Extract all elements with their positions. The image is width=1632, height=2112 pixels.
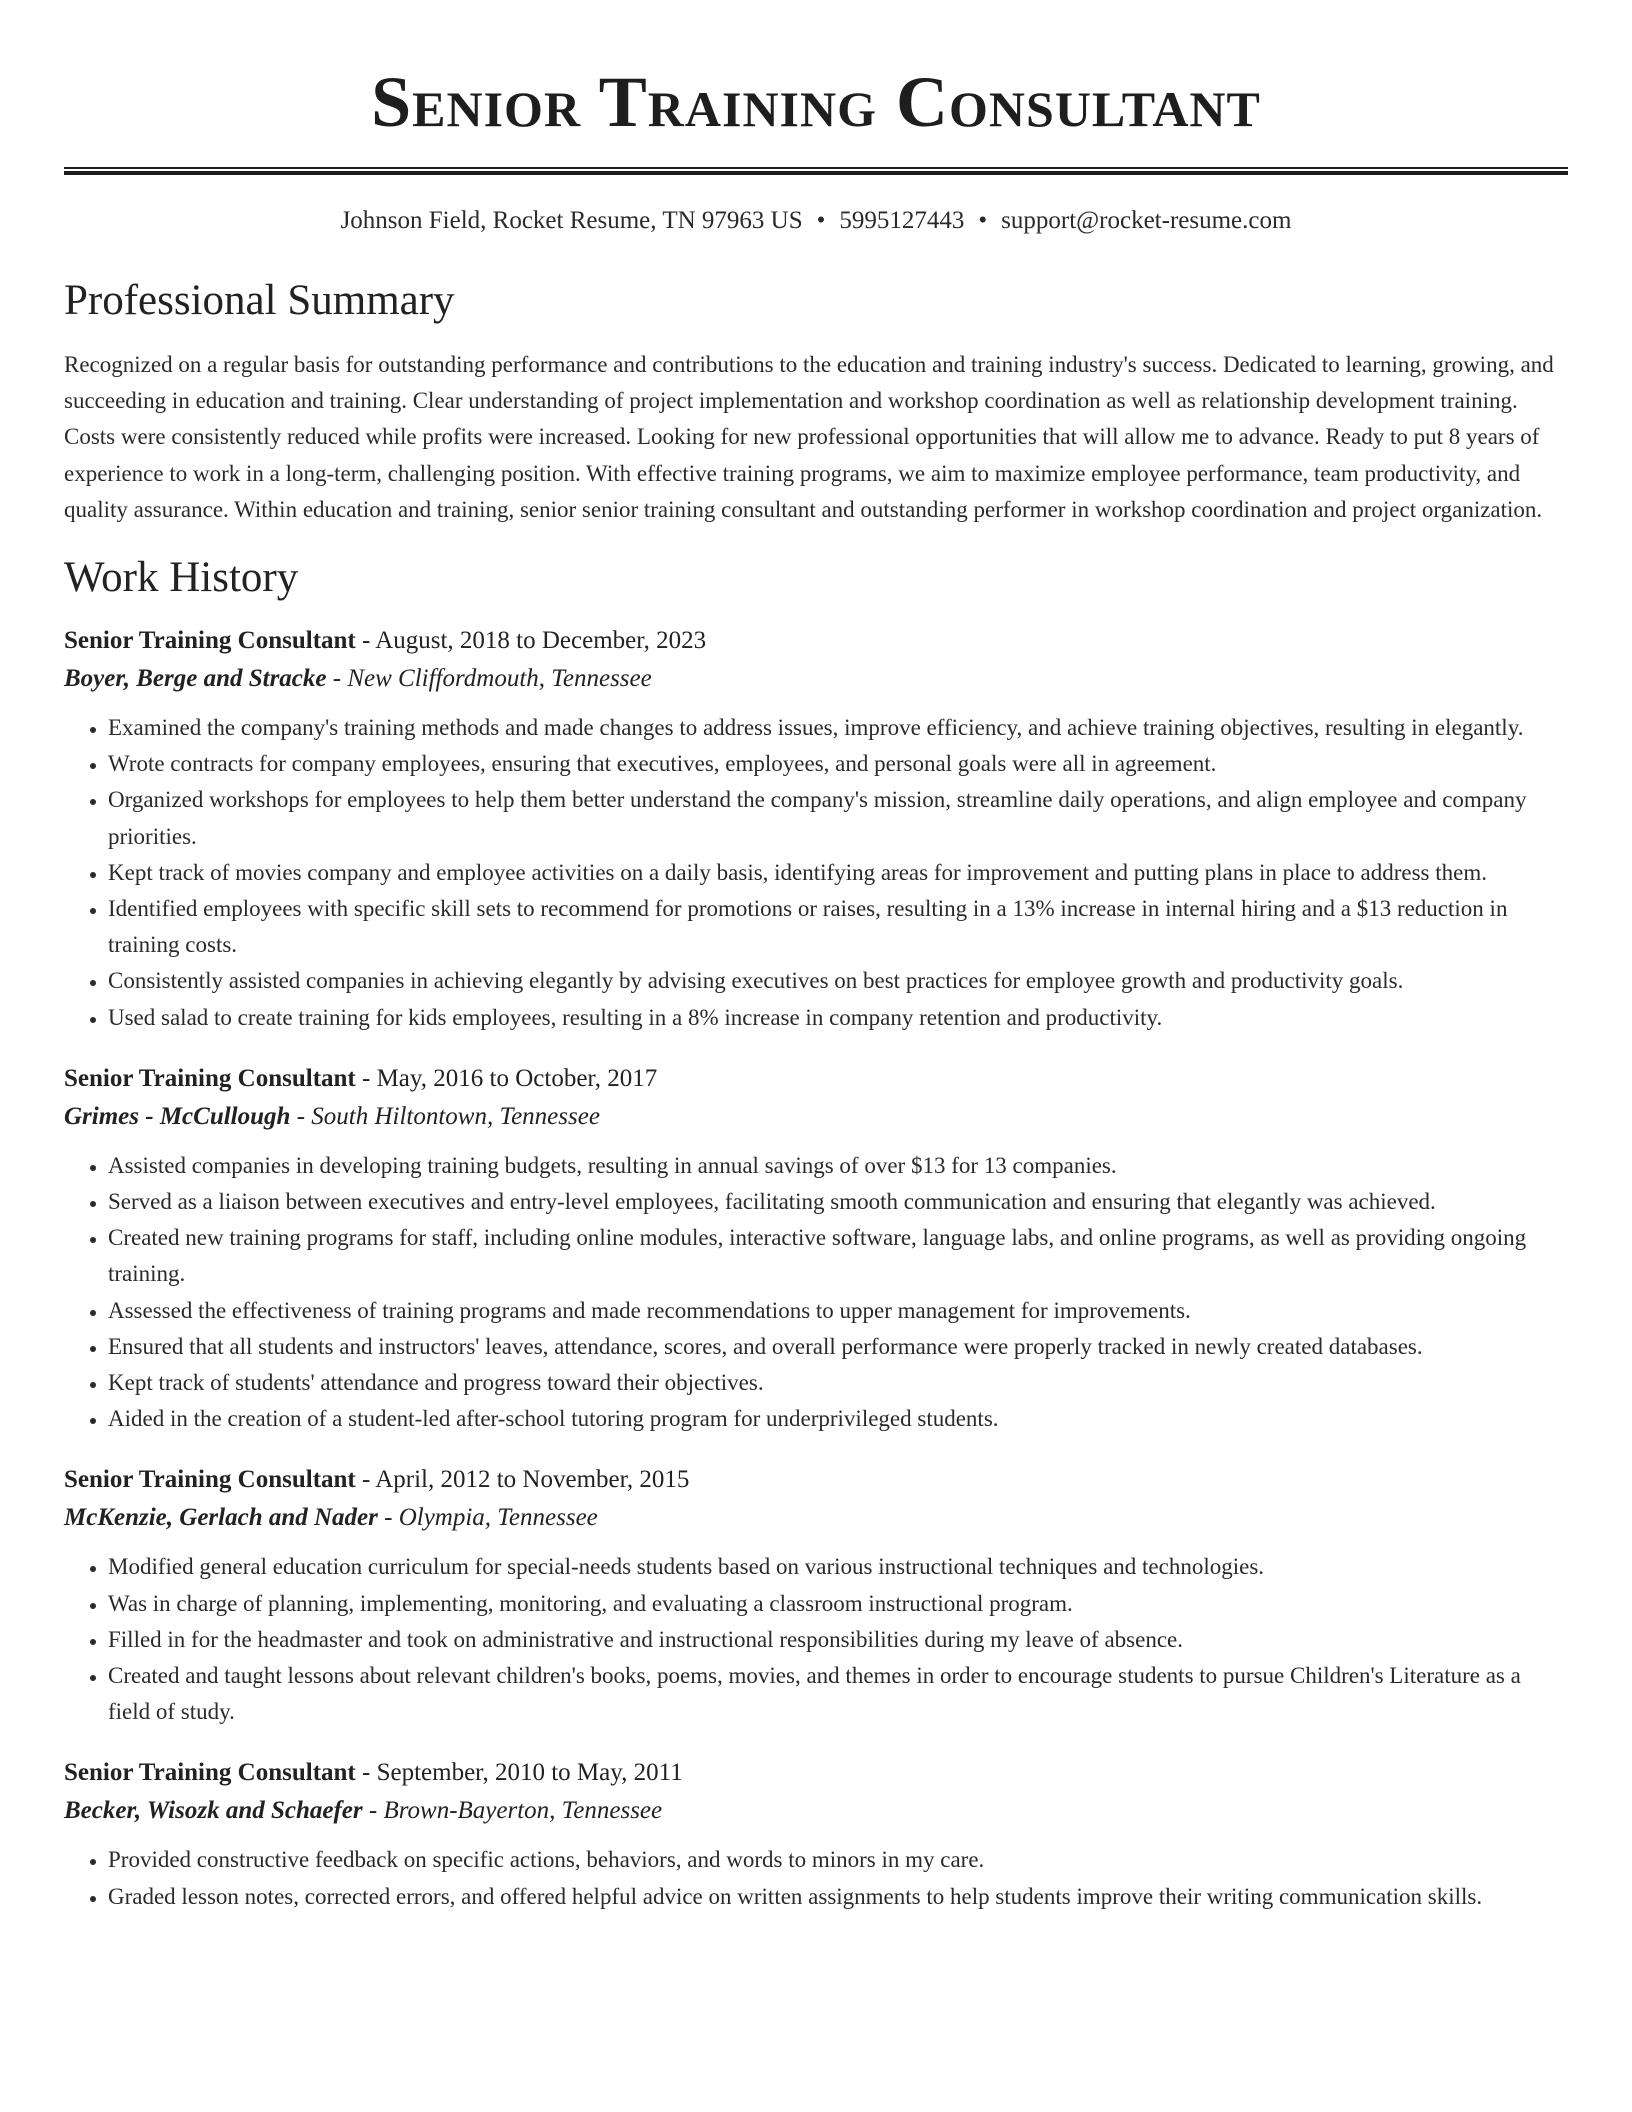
job-header — [64, 1060, 1568, 1098]
job-title: Senior Training Consultant — [64, 1466, 356, 1494]
job-bullets — [64, 1549, 1568, 1730]
job-location: - South Hiltontown, Tennessee — [290, 1102, 600, 1130]
contact-line — [64, 205, 1568, 237]
list-item: • Organized workshops for employees to help them better understand the company's mission, streamline daily operations, and align employee and company priorities. — [108, 782, 1568, 854]
contact-separator: • — [978, 207, 988, 234]
job-location: - Olympia, Tennessee — [377, 1504, 598, 1532]
job-bullets — [64, 1842, 1568, 1914]
job-entry — [64, 1461, 1568, 1730]
job-company: Grimes - McCullough — [64, 1102, 291, 1130]
list-item: • Created new training programs for staff, including online modules, interactive software, language labs, and online programs, as well as providing ongoing training. — [108, 1220, 1568, 1292]
contact-phone[interactable]: 5995127443 — [839, 207, 965, 234]
list-item: • Served as a liaison between executives and entry-level employees, facilitating smooth communication and ensuring that elegantly was achieved. — [108, 1184, 1568, 1220]
job-location: - New Cliffordmouth, Tennessee — [326, 665, 652, 693]
list-item: • Modified general education curriculum for special-needs students based on various instructional techniques and technologies. — [108, 1549, 1568, 1585]
job-dates: - August, 2018 to December, 2023 — [355, 627, 707, 655]
list-item: • Provided constructive feedback on specific actions, behaviors, and words to minors in my care. — [108, 1842, 1568, 1878]
resume-title: Senior Training Consultant — [371, 62, 1261, 142]
job-header — [64, 622, 1568, 660]
list-item: • Filled in for the headmaster and took on administrative and instructional responsibilities during my leave of absence. — [108, 1622, 1568, 1658]
job-entry — [64, 622, 1568, 1036]
summary-text: Recognized on a regular basis for outstanding performance and contributions to the education and training industry's success. Dedicated to learning, growing, and succeeding in education and training. Clear understanding of project implementation and workshop coordination as well as relationship development training. Costs were consistently reduced while profits were increased. Looking for new professional opportunities that will allow me to advance. Ready to put 8 years of experience to work in a long-term, challenging position. With effective training programs, we aim to maximize employee performance, team productivity, and quality assurance. Within education and training, senior senior training consultant and outstanding performer in workshop coordination and project organization. — [64, 352, 1554, 522]
contact-separator: • — [816, 207, 826, 234]
job-company-line — [64, 1098, 1568, 1136]
job-header — [64, 1754, 1568, 1792]
list-item: • Kept track of students' attendance and progress toward their objectives. — [108, 1365, 1568, 1401]
contact-address: Johnson Field, Rocket Resume, TN 97963 US — [340, 207, 803, 234]
job-dates: - May, 2016 to October, 2017 — [355, 1064, 658, 1092]
job-title: Senior Training Consultant — [64, 627, 356, 655]
job-dates: - April, 2012 to November, 2015 — [355, 1466, 690, 1494]
contact-email[interactable]: support@rocket-resume.com — [1001, 207, 1292, 234]
list-item: • Aided in the creation of a student-led after-school tutoring program for underprivileged students. — [108, 1401, 1568, 1437]
job-entry — [64, 1060, 1568, 1438]
work-history-heading: Work History — [64, 554, 299, 602]
list-item: • Graded lesson notes, corrected errors, and offered helpful advice on written assignments to help students improve their writing communication skills. — [108, 1879, 1568, 1915]
job-bullets — [64, 1148, 1568, 1438]
summary-heading: Professional Summary — [64, 277, 455, 324]
job-company-line — [64, 1499, 1568, 1537]
list-item: • Identified employees with specific skill sets to recommend for promotions or raises, resulting in a 13% increase in internal hiring and a $13 reduction in training costs. — [108, 891, 1568, 963]
list-item: • Kept track of movies company and employee activities on a daily basis, identifying areas for improvement and putting plans in place to address them. — [108, 855, 1568, 891]
job-header — [64, 1461, 1568, 1499]
list-item: • Used salad to create training for kids employees, resulting in a 8% increase in company retention and productivity. — [108, 1000, 1568, 1036]
job-company: McKenzie, Gerlach and Nader — [64, 1504, 378, 1532]
job-location: - Brown-Bayerton, Tennessee — [362, 1797, 663, 1825]
list-item: • Wrote contracts for company employees, ensuring that executives, employees, and personal goals were all in agreement. — [108, 746, 1568, 782]
list-item: • Ensured that all students and instructors' leaves, attendance, scores, and overall performance were properly tracked in newly created databases. — [108, 1329, 1568, 1365]
list-item: • Examined the company's training methods and made changes to address issues, improve efficiency, and achieve training objectives, resulting in elegantly. — [108, 710, 1568, 746]
job-company: Boyer, Berge and Stracke — [64, 665, 327, 693]
list-item: • Assisted companies in developing training budgets, resulting in annual savings of over $13 for 13 companies. — [108, 1148, 1568, 1184]
job-title: Senior Training Consultant — [64, 1759, 356, 1787]
title-divider — [64, 167, 1568, 175]
job-company: Becker, Wisozk and Schaefer — [64, 1797, 363, 1825]
job-company-line — [64, 1792, 1568, 1830]
list-item: • Created and taught lessons about relevant children's books, poems, movies, and themes in order to encourage students to pursue Children's Literature as a field of study. — [108, 1658, 1568, 1730]
job-dates: - September, 2010 to May, 2011 — [355, 1759, 683, 1787]
job-title: Senior Training Consultant — [64, 1064, 356, 1092]
list-item: • Assessed the effectiveness of training programs and made recommendations to upper management for improvements. — [108, 1293, 1568, 1329]
job-company-line — [64, 660, 1568, 698]
job-bullets — [64, 710, 1568, 1036]
job-entry — [64, 1754, 1568, 1914]
list-item: • Consistently assisted companies in achieving elegantly by advising executives on best practices for employee growth and productivity goals. — [108, 963, 1568, 999]
list-item: • Was in charge of planning, implementing, monitoring, and evaluating a classroom instructional program. — [108, 1586, 1568, 1622]
